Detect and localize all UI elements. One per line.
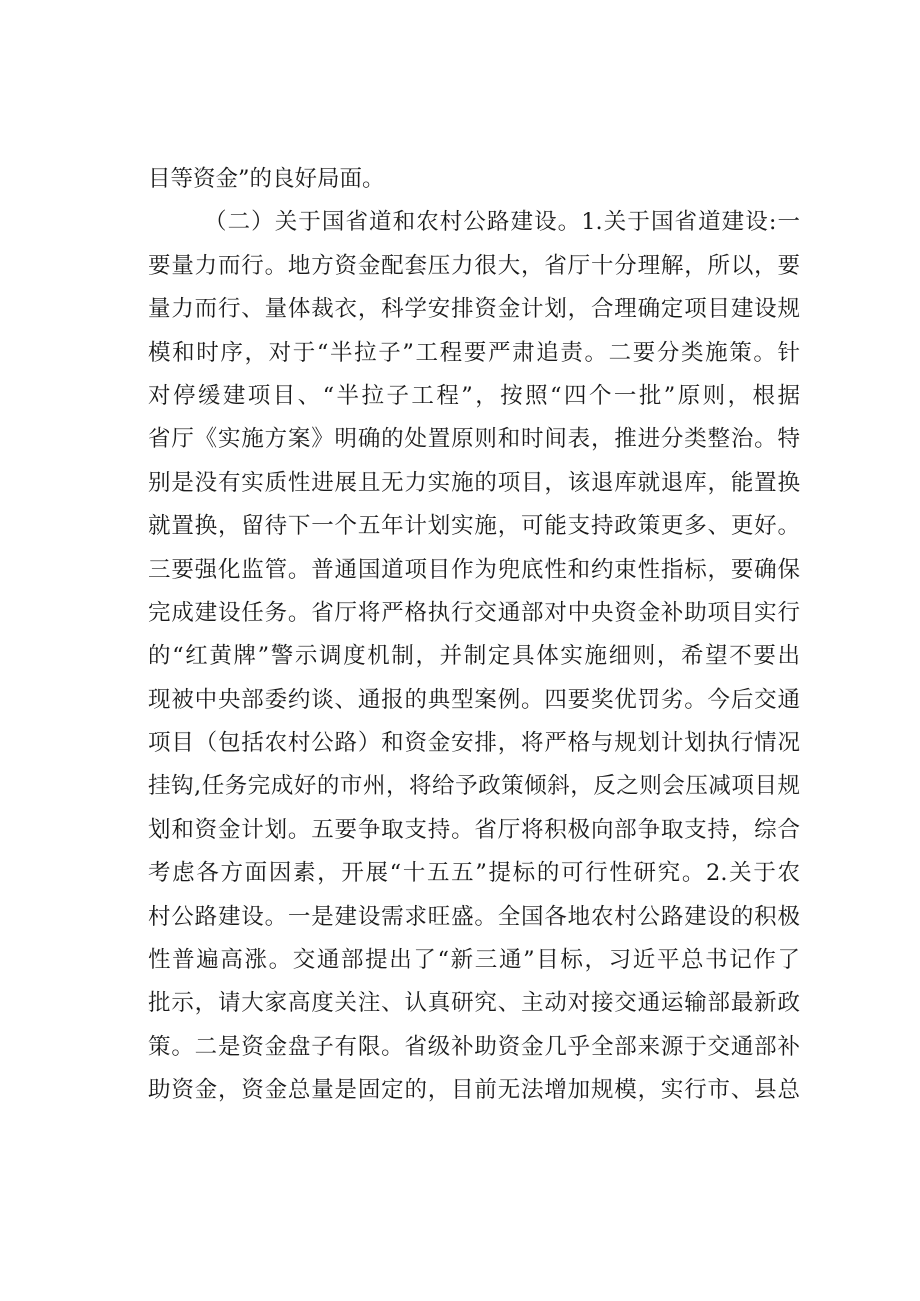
text-line: 省厅《实施方案》明确的处置原则和时间表，推进分类整治。特 — [148, 426, 800, 453]
text-line: 批示，请大家高度关注、认真研究、主动对接交通运输部最新政 — [148, 990, 800, 1017]
text-line: 性普遍高涨。交通部提出了“新三通”目标，习近平总书记作了 — [148, 947, 800, 974]
text-line: 划和资金计划。五要争取支持。省厅将积极向部争取支持，综合 — [148, 816, 800, 843]
text-line: 完成建设任务。省厅将严格执行交通部对中央资金补助项目实行 — [148, 599, 800, 626]
text-line: 量力而行、量体裁衣，科学安排资金计划，合理确定项目建设规 — [148, 296, 800, 323]
text-line: 模和时序，对于“半拉子”工程要严肃追责。二要分类施策。针 — [148, 339, 800, 366]
text-line: 村公路建设。一是建设需求旺盛。全国各地农村公路建设的积极 — [148, 903, 800, 930]
text-line: 别是没有实质性进展且无力实施的项目，该退库就退库，能置换 — [148, 469, 800, 496]
text-line: 项目（包括农村公路）和资金安排，将严格与规划计划执行情况 — [148, 730, 800, 757]
text-line: 考虑各方面因素，开展“十五五”提标的可行性研究。2.关于农 — [148, 860, 800, 887]
text-line: 助资金，资金总量是固定的，目前无法增加规模，实行市、县总 — [148, 1077, 800, 1104]
text-line: 现被中央部委约谈、通报的典型案例。四要奖优罚劣。今后交通 — [148, 686, 800, 713]
body-text — [148, 158, 800, 1113]
text-line: 三要强化监管。普通国道项目作为兜底性和约束性指标，要确保 — [148, 556, 800, 583]
text-line: 挂钩,任务完成好的市州，将给予政策倾斜，反之则会压减项目规 — [148, 773, 800, 800]
text-line: 的“红黄牌”警示调度机制，并制定具体实施细则，希望不要出 — [148, 643, 800, 670]
text-line: 就置换，留待下一个五年计划实施，可能支持政策更多、更好。 — [148, 513, 800, 540]
text-line: 对停缓建项目、“半拉子工程”，按照“四个一批”原则，根据 — [148, 382, 800, 409]
text-line: （二）关于国省道和农村公路建设。1.关于国省道建设:一 — [204, 209, 800, 236]
text-line: 要量力而行。地方资金配套压力很大，省厅十分理解，所以，要 — [148, 252, 800, 279]
text-line: 策。二是资金盘子有限。省级补助资金几乎全部来源于交通部补 — [148, 1033, 800, 1060]
text-line: 目等资金”的良好局面。 — [148, 166, 385, 192]
